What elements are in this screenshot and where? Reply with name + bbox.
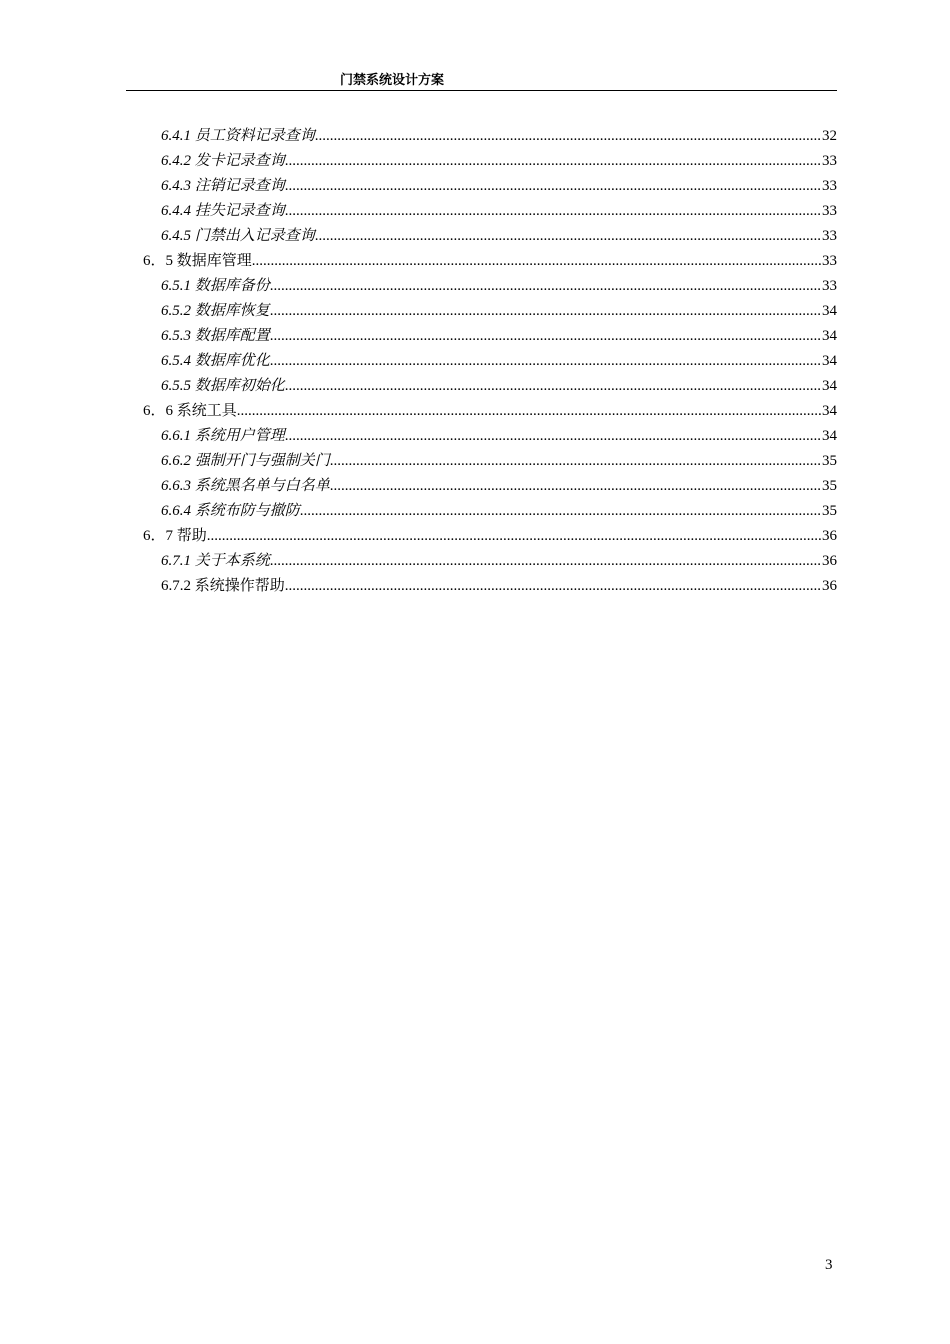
toc-entry-label: 6.4.1 员工资料记录查询 [161,124,315,149]
toc-entry[interactable] [161,324,837,349]
toc-entry[interactable] [143,524,837,549]
toc-entry-page: 34 [822,353,837,369]
toc-dot-leader [207,524,821,549]
toc-entry[interactable] [161,174,837,199]
toc-entry[interactable] [161,499,837,524]
toc-entry-label: 6.7.2 系统操作帮助 [161,574,285,599]
toc-entry[interactable] [161,349,837,374]
toc-entry[interactable] [143,249,837,274]
toc-dot-leader [285,174,821,199]
toc-entry-page: 34 [822,378,837,394]
toc-entry-page: 32 [822,128,837,144]
toc-entry-label: 6.4.2 发卡记录查询 [161,149,285,174]
toc-entry-label: 6．7 帮助 [143,524,207,549]
toc-entry-page: 33 [822,153,837,169]
toc-dot-leader [270,324,821,349]
toc-dot-leader [285,424,821,449]
page-header [126,72,837,91]
toc-entry-page: 34 [822,303,837,319]
toc-dot-leader [252,249,821,274]
toc-entry-page: 36 [822,578,837,594]
toc-dot-leader [270,349,821,374]
toc-dot-leader [285,374,821,399]
toc-entry-page: 33 [822,253,837,269]
toc-dot-leader [285,574,821,599]
toc-entry-page: 35 [822,503,837,519]
toc-dot-leader [270,299,821,324]
toc-dot-leader [270,549,821,574]
toc-entry-label: 6．5 数据库管理 [143,249,252,274]
toc-entry-label: 6.6.3 系统黑名单与白名单 [161,474,330,499]
toc-dot-leader [285,199,821,224]
toc-entry-label: 6.5.5 数据库初始化 [161,374,285,399]
toc-dot-leader [270,274,821,299]
toc-dot-leader [315,124,821,149]
toc-entry[interactable] [161,449,837,474]
toc-entry-page: 33 [822,178,837,194]
toc-entry-label: 6.4.4 挂失记录查询 [161,199,285,224]
toc-entry-label: 6.5.3 数据库配置 [161,324,270,349]
toc-entry-label: 6.4.3 注销记录查询 [161,174,285,199]
toc-dot-leader [300,499,821,524]
toc-dot-leader [315,224,821,249]
toc-entry[interactable] [161,224,837,249]
toc-entry-page: 33 [822,203,837,219]
toc-entry[interactable] [161,299,837,324]
toc-entry-label: 6.5.4 数据库优化 [161,349,270,374]
toc-entry-page: 34 [822,328,837,344]
toc-dot-leader [285,149,821,174]
toc-entry-page: 35 [822,478,837,494]
toc-entry[interactable] [161,549,837,574]
toc-entry[interactable] [161,199,837,224]
toc-dot-leader [330,449,821,474]
page-number: 3 [825,1257,833,1273]
toc-entry[interactable] [161,424,837,449]
toc-entry-label: 6.6.2 强制开门与强制关门 [161,449,330,474]
toc-entry-page: 33 [822,228,837,244]
toc-entry-label: 6.4.5 门禁出入记录查询 [161,224,315,249]
toc-entry[interactable] [161,149,837,174]
toc-entry-label: 6.5.2 数据库恢复 [161,299,270,324]
toc-entry-page: 35 [822,453,837,469]
toc-entry-label: 6.7.1 关于本系统 [161,549,270,574]
toc-entry-label: 6.6.4 系统布防与撤防 [161,499,300,524]
toc-entry[interactable] [161,124,837,149]
toc-entry-label: 6．6 系统工具 [143,399,237,424]
toc-entry[interactable] [161,374,837,399]
toc-entry[interactable] [161,274,837,299]
toc-entry[interactable] [143,399,837,424]
toc-entry[interactable] [161,574,837,599]
toc-entry-page: 34 [822,428,837,444]
toc-entry-label: 6.5.1 数据库备份 [161,274,270,299]
toc-entry-page: 34 [822,403,837,419]
toc-entry-page: 36 [822,553,837,569]
toc-entry-page: 36 [822,528,837,544]
header-title: 门禁系统设计方案 [340,73,445,88]
toc-dot-leader [237,399,821,424]
toc-entry-page: 33 [822,278,837,294]
toc-dot-leader [330,474,821,499]
toc-entry[interactable] [161,474,837,499]
toc-entry-label: 6.6.1 系统用户管理 [161,424,285,449]
